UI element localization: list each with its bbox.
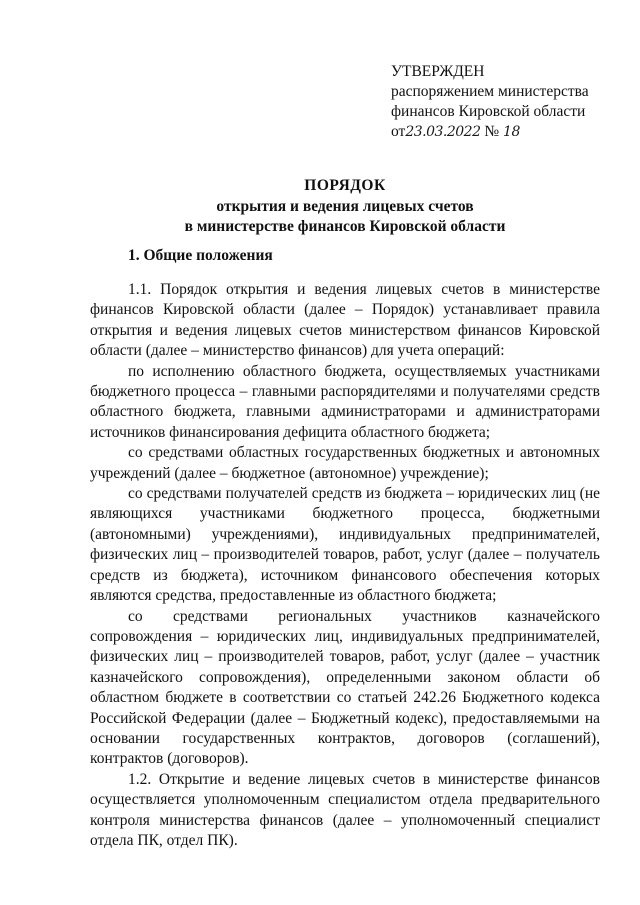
approval-line-1: распоряжением министерства (391, 83, 589, 100)
handwritten-date: 23.03.2022 (405, 124, 481, 140)
section-heading: 1. Общие положения (128, 247, 273, 264)
paragraph: по исполнению областного бюджета, осуществляемых участниками бюджетного процесса – главными распорядителями и получателями средств областного бюджета, главными администраторами и администраторами источников финансирования дефицита областного бюджета; (90, 362, 600, 441)
paragraph: со средствами областных государственных бюджетных и автономных учреждений (далее – бюджетное (автономное) учреждение); (90, 444, 600, 482)
approval-stamp (391, 62, 631, 142)
paragraph: 1.2. Открытие и ведение лицевых счетов в министерстве финансов осуществляется уполномоченным специалистом отдела предварительного контроля министерства финансов (далее – уполномоченный специалист отдела ПК, отдел ПК). (90, 770, 600, 849)
title-sub-1: открытия и ведения лицевых счетов (216, 197, 474, 215)
document-title (90, 176, 600, 238)
title-sub-2: в министерстве финансов Кировской области (184, 218, 506, 235)
approved-label: УТВЕРЖДЕН (391, 63, 485, 80)
paragraph: 1.1. Порядок открытия и ведения лицевых счетов в министерстве финансов Кировской области (далее – Порядок) устанавливает правила открытия и ведения лицевых счетов министерством финансов Кировской области (далее – министерство финансов) для учета операций: (90, 281, 600, 360)
approval-line-2: финансов Кировской области (391, 103, 586, 120)
date-prefix: от (391, 123, 406, 140)
paragraph: со средствами получателей средств из бюджета – юридических лиц (не являющихся участниками бюджетного процесса, бюджетными (автономными) учреждениями), индивидуальных предпринимателей, физических лиц – производителей товаров, работ, услуг (далее – получатель средств из бюджета), источником финансового обеспечения которых являются средства, предоставленные из областного бюджета; (90, 485, 600, 605)
title-main: ПОРЯДОК (304, 177, 386, 194)
approval-date-line (391, 122, 631, 142)
number-prefix: № (484, 123, 500, 140)
handwritten-number: 18 (503, 124, 520, 140)
paragraph: со средствами региональных участников казначейского сопровождения – юридических лиц, индивидуальных предпринимателей, физических лиц – производителей товаров, работ, услуг (далее – участник казначейского сопровождения), определенными законом области об областном бюджете в соответствии со статьей 242.26 Бюджетного кодекса Российской Федерации (далее – Бюджетный кодекс), предоставляемыми на основании государственных контрактов, договоров (соглашений), контрактов (договоров). (90, 607, 600, 768)
body-text (90, 280, 600, 851)
